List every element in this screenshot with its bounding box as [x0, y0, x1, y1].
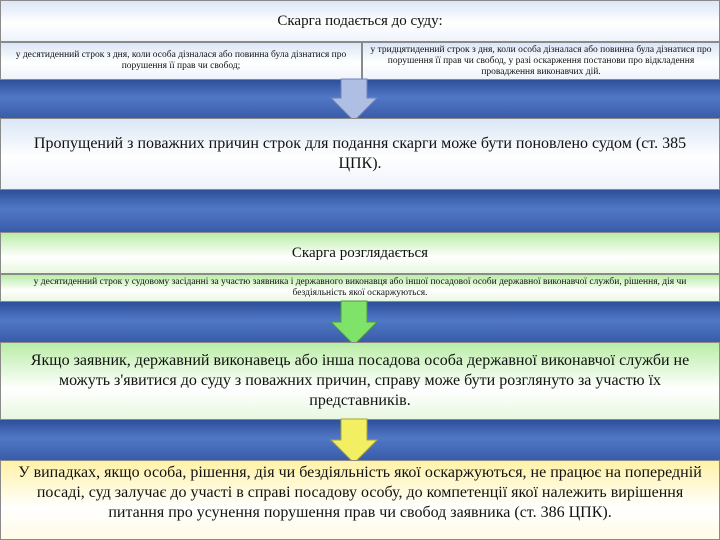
thirty-day-term-text: у тридцятиденний строк з дня, коли особа дізналася або повинна була дізнатися про порушення її прав чи свобод, у разі оскарження постанови про відкладення провадження виконавчих дій.: [370, 44, 712, 77]
ten-day-term-text: у десятиденний строк з дня, коли особа дізналася або повинна була дізнатися про порушення її прав чи свобод;: [15, 50, 347, 71]
down-arrow-icon: [330, 418, 378, 464]
complaint-review-title: Скарга розглядається: [291, 244, 429, 261]
complaint-review-detail-box: [0, 274, 720, 302]
complaint-filed-title-box: [0, 0, 720, 42]
representatives-text: Якщо заявник, державний виконавець або інша посадова особа державної виконавчої служби не можуть з'явитися до суду з поважних причин, справу може бути розглянуто за участю їх представників.: [30, 352, 690, 409]
term-renewal-text: Пропущений з поважних причин строк для подання скарги може бути поновлено судом (ст. 385 ЦПК).: [33, 135, 687, 172]
complaint-filed-title: Скарга подається до суду:: [277, 12, 443, 29]
ten-day-term-box: [0, 42, 362, 80]
official-involvement-box: [0, 460, 720, 540]
background-band: [0, 190, 720, 232]
down-arrow-icon: [330, 300, 378, 346]
term-renewal-box: [0, 118, 720, 190]
complaint-review-detail-text: у десятиденний строк у судовому засіданні за участю заявника і державного виконавця або іншої посадової особи державної виконавчої служби, рішення, дія чи бездіяльність якої оскаржуються.: [33, 277, 687, 298]
representatives-box: [0, 342, 720, 420]
official-involvement-text: У випадках, якщо особа, рішення, дія чи бездіяльність якої оскаржуються, не працює на попередній посаді, суд залучає до участі в справі посадову особу, до компетенції якої належить вирішення питання про усунення порушення прав чи свобод заявника (ст. 386 ЦПК).: [18, 464, 702, 521]
thirty-day-term-box: [362, 42, 720, 80]
complaint-review-title-box: [0, 232, 720, 274]
down-arrow-icon: [330, 78, 378, 122]
